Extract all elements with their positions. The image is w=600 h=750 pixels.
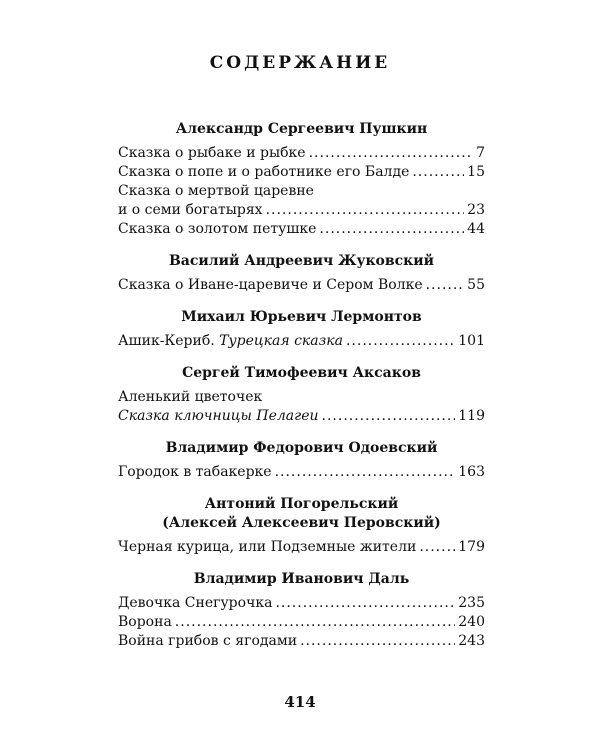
entry-title: Война грибов с ягодами [118, 633, 298, 649]
author-real-name: (Алексей Алексеевич Перовский) [162, 515, 441, 531]
entry-title: Черная курица, или Подземные жители [118, 539, 417, 555]
toc-entry [118, 632, 485, 651]
leader-dots [275, 594, 455, 613]
author-name: Владимир Федорович Одоевский [165, 440, 438, 456]
toc-entry [118, 594, 485, 613]
entry-page: 7 [476, 145, 485, 161]
leader-dots [346, 332, 455, 351]
entry-title: Сказка о попе и о работнике его Балде [118, 164, 410, 180]
entry-page: 119 [458, 408, 485, 424]
entry-page: 240 [458, 614, 485, 630]
toc-entry [118, 220, 485, 239]
leader-dots [266, 201, 465, 220]
toc-section [118, 364, 485, 426]
leader-dots [275, 463, 456, 482]
toc-entry [118, 163, 485, 182]
toc-entry [118, 463, 485, 482]
entry-title-line1: Аленький цветочек [118, 389, 263, 405]
leader-dots [426, 276, 465, 295]
author-name: Михаил Юрьевич Лермонтов [181, 309, 422, 325]
entry-page: 55 [467, 277, 485, 293]
entry-page: 235 [458, 595, 485, 611]
entry-page: 243 [458, 633, 485, 649]
leader-dots [322, 407, 456, 426]
entry-title-line1: Сказка о мертвой царевне [118, 183, 314, 199]
author-name: Сергей Тимофеевич Аксаков [182, 365, 421, 381]
entry-title: Ашик-Кериб. [118, 333, 215, 349]
entry-page: 163 [458, 464, 485, 480]
leader-dots [175, 613, 455, 632]
entry-page: 101 [458, 333, 485, 349]
toc-entry [118, 201, 485, 220]
entry-page: 15 [467, 164, 485, 180]
leader-dots [300, 632, 455, 651]
entry-title: Сказка о Иване-царевиче и Сером Волке [118, 277, 423, 293]
entry-page: 23 [467, 202, 485, 218]
toc-section [118, 439, 485, 482]
author-name: Александр Сергеевич Пушкин [175, 121, 428, 137]
entry-title: Сказка о рыбаке и рыбке [118, 145, 306, 161]
leader-dots [319, 220, 464, 239]
author-name: Владимир Иванович Даль [193, 571, 410, 587]
toc-section [118, 495, 485, 557]
toc-entry [118, 332, 485, 351]
toc-entry [118, 144, 485, 163]
table-of-contents [118, 120, 485, 664]
toc-section [118, 570, 485, 651]
entry-title: и о семи богатырях [118, 202, 263, 218]
toc-section [118, 308, 485, 351]
leader-dots [309, 144, 473, 163]
entry-page: 179 [458, 539, 485, 555]
author-name: Василий Андреевич Жуковский [168, 253, 435, 269]
toc-entry [118, 407, 485, 426]
entry-page: 44 [467, 221, 485, 237]
toc-section [118, 252, 485, 295]
page-title: СОДЕРЖАНИЕ [209, 53, 391, 73]
page-number: 414 [284, 693, 316, 711]
toc-entry [118, 276, 485, 295]
entry-title: Городок в табакерке [118, 464, 272, 480]
entry-subtitle: Турецкая сказка [219, 333, 343, 349]
toc-entry [118, 538, 485, 557]
author-name: Антоний Погорельский [204, 496, 399, 512]
entry-title: Девочка Снегурочка [118, 595, 273, 611]
entry-title: Сказка о золотом петушке [118, 221, 317, 237]
entry-subtitle: Сказка ключницы Пелагеи [118, 408, 319, 424]
toc-section [118, 120, 485, 239]
entry-title-group [118, 332, 343, 351]
toc-entry [118, 613, 485, 632]
entry-title: Ворона [118, 614, 172, 630]
leader-dots [412, 163, 464, 182]
leader-dots [419, 538, 455, 557]
